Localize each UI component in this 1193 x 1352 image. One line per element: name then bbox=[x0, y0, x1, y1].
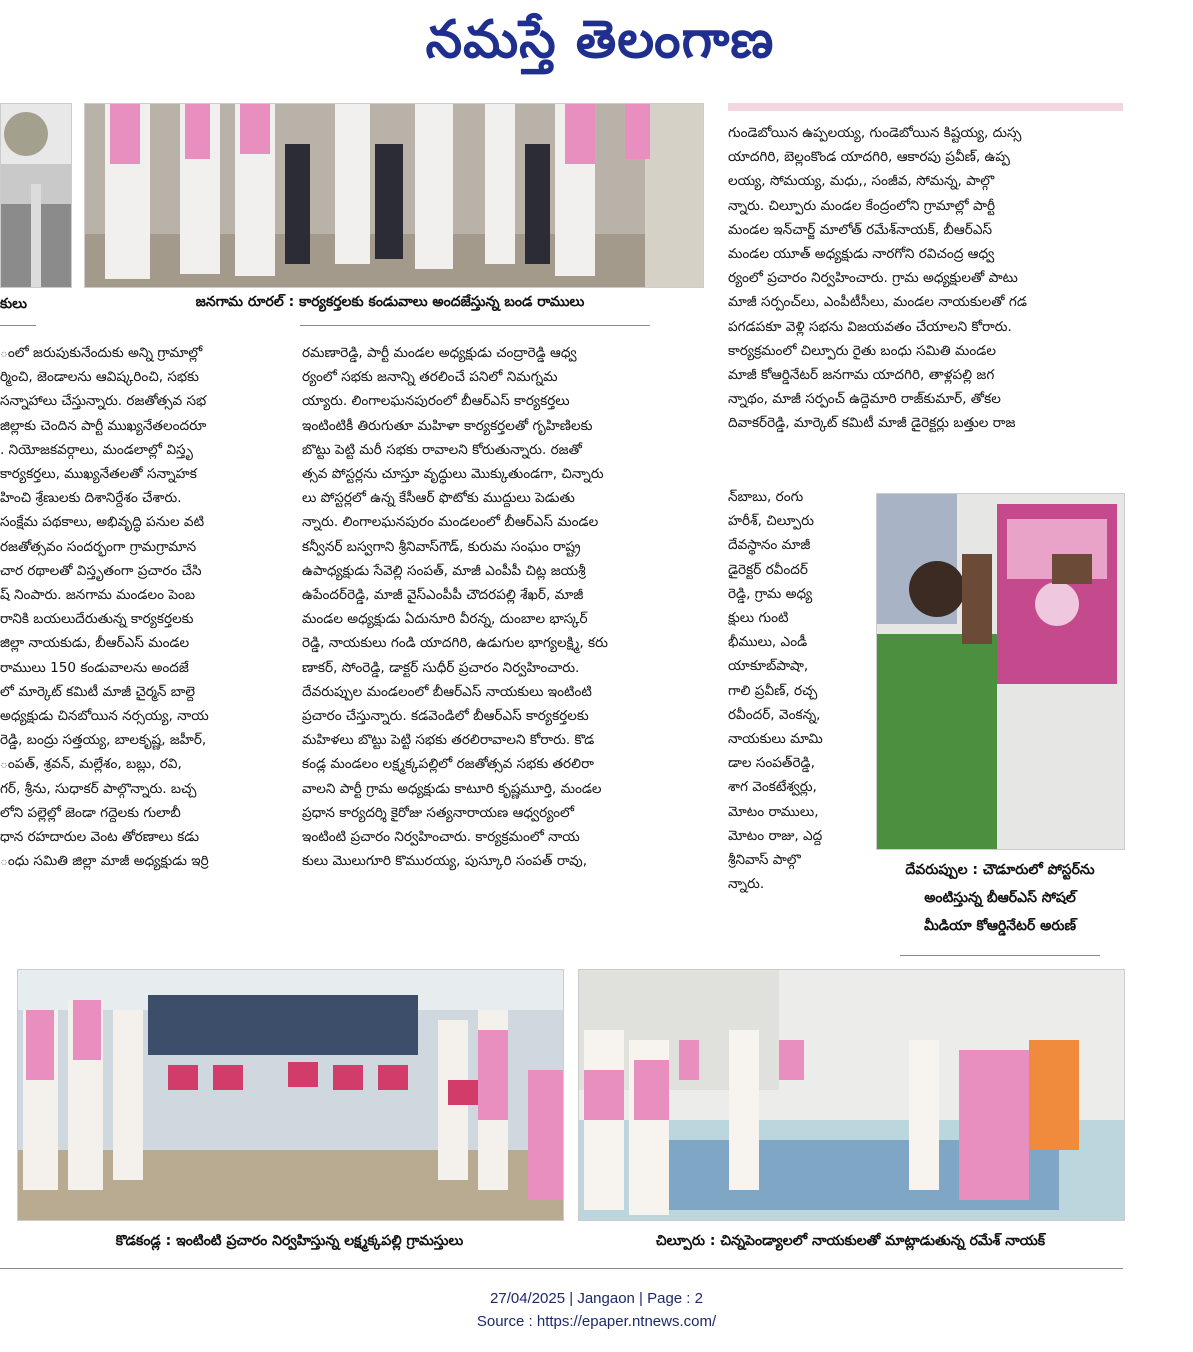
article-line: ధాన రహదారుల వెంట తోరణాలు కడు bbox=[0, 829, 200, 846]
article-line: న్నాథం, మాజీ సర్పంచ్ ఉద్దెమారి రాజ్‌కుమార్, తోకల bbox=[728, 391, 1001, 408]
article-line: ప్రచారం చేస్తున్నారు. కడవెండిలో బీఆర్‌ఎస్ కార్యకర్తలకు bbox=[302, 708, 589, 725]
article-line: హించి శ్రేణులకు దిశానిర్దేశం చేశారు. bbox=[0, 490, 182, 507]
article-line: అధ్యక్షుడు చినబోయిన నర్సయ్య, నాయ bbox=[0, 708, 209, 725]
article-line: ఇంటింటికీ తిరుగుతూ మహిళా కార్యకర్తలతో గృహిణిలకు bbox=[302, 417, 593, 434]
article-line: ణాకర్, సోంరెడ్డి, డాక్టర్ సుధీర్ ప్రచారం నిర్వహించారు. bbox=[302, 659, 580, 676]
caption-underline-poster bbox=[900, 955, 1100, 956]
article-line: మండల యూత్ అధ్యక్షుడు నారగోని రవిచంద్ర ఆధ్వ bbox=[728, 246, 995, 263]
photo-top-left-fragment bbox=[0, 103, 72, 288]
article-line: మహిళలు బొట్టు పెట్టి సభకు తరలిరావాలని కోరారు. కొడ bbox=[302, 732, 595, 749]
article-line: ఉపాధ్యక్షుడు సేవెల్లి సంపత్, మాజీ ఎంపీపీ చిట్ల జయశ్రీ bbox=[302, 562, 586, 579]
page-bottom-rule bbox=[0, 1268, 1123, 1269]
article-line: క్షులు గుంటి bbox=[728, 610, 789, 627]
caption-poster-line3: మీడియా కోఆర్డినేటర్ అరుణ్ bbox=[923, 918, 1077, 934]
article-line: బొట్టు పెట్టి మరీ సభకు రావాలని కోరుతున్నారు. రజతో bbox=[302, 441, 582, 458]
article-line: నాయకులు మామి bbox=[728, 731, 823, 748]
article-line: న్నారు. చిల్పూరు మండల కేంద్రంలోని గ్రామాల్లో పార్టీ bbox=[728, 197, 996, 214]
caption-poster-line2: అంటిస్తున్న బీఆర్‌ఎస్ సోషల్ bbox=[924, 890, 1076, 906]
photo-door-to-door-campaign bbox=[17, 969, 564, 1221]
article-line: న్‌బాబు, రంగు bbox=[728, 489, 804, 505]
article-line: రెడ్డి, బంద్రు సత్తయ్య, బాలకృష్ణ, జహీర్, bbox=[0, 732, 207, 749]
article-line: దేవస్థానం మాజీ bbox=[728, 537, 811, 554]
caption-underline-main bbox=[300, 325, 650, 326]
article-line: భీములు, ఎండీ bbox=[728, 634, 808, 651]
article-line: గర్, శ్రీను, సుధాకర్ పాల్గొన్నారు. బచ్చ bbox=[0, 780, 197, 797]
caption-poster-line1: దేవరుప్పుల : చౌడూరులో పోస్టర్‌ను bbox=[905, 862, 1095, 878]
caption-top-main: జనగామ రూరల్ : కార్యకర్తలకు కండువాలు అందజేస్తున్న బండ రాములు bbox=[195, 294, 585, 310]
article-line: శాగ వెంకటేశ్వర్లు, bbox=[728, 779, 817, 796]
article-line: ఉపేందర్‌రెడ్డి, మాజీ వైస్‌ఎంపీపీ చౌదరపల్లి శేఖర్, మాజీ bbox=[302, 587, 584, 604]
article-line: ర్మించి, జెండాలను ఆవిష్కరించి, సభకు bbox=[0, 369, 199, 386]
article-line: రవీందర్, వెంకన్న, bbox=[728, 706, 821, 723]
article-line: లోని పల్లెల్లో జెండా గద్దెలకు గులాబీ bbox=[0, 804, 181, 821]
article-line: ఇంటింటి ప్రచారం నిర్వహించారు. కార్యక్రమంలో నాయ bbox=[302, 829, 580, 846]
article-line: . నియోజకవర్గాలు, మండలాల్లో విస్తృ bbox=[0, 441, 193, 458]
article-line: హరీశ్, చిల్పూరు bbox=[728, 513, 814, 530]
article-column-right-bottom bbox=[728, 485, 870, 955]
article-line: యాదగిరి, బెల్లంకొండ యాదగిరి, ఆకారపు ప్రవీణ్, ఉప్ప bbox=[728, 149, 1010, 166]
article-line: రెడ్డి, గ్రామ అధ్య bbox=[728, 585, 813, 602]
article-line: న్నారు. లింగాలఘనపురం మండలంలో బీఆర్‌ఎస్ మండల bbox=[302, 514, 599, 531]
article-line: రానికి బయలుదేరుతున్న కార్యకర్తలకు bbox=[0, 611, 194, 628]
article-line: కులు మొలుగూరి కొమురయ్య, పుస్కూరి సంపత్ రావు, bbox=[302, 853, 588, 870]
article-line: ర్యంలో ప్రచారం నిర్వహించారు. గ్రామ అధ్యక్షులతో పాటు bbox=[728, 270, 1018, 287]
caption-top-left-fragment: కులు bbox=[0, 296, 27, 312]
photo-poster-pasting bbox=[876, 493, 1125, 850]
article-line: కార్యక్రమంలో చిల్పూరు రైతు బంధు సమితి మండల bbox=[728, 342, 996, 359]
article-line: డైరెక్టర్ రవీందర్ bbox=[728, 561, 808, 578]
article-line: ంపత్, శ్రవన్, మల్లేశం, బబ్లు, రవి, bbox=[0, 756, 182, 773]
caption-bottom-right: చిల్పూరు : చిన్నపెండ్యాలలో నాయకులతో మాట్లాడుతున్న రమేశ్ నాయక్ bbox=[655, 1233, 1046, 1249]
article-line: మోటం రాజు, ఎద్ద bbox=[728, 827, 823, 844]
article-line: రజతోత్సవం సందర్భంగా గ్రామగ్రామాన bbox=[0, 538, 197, 555]
article-line: రమణారెడ్డి, పార్టీ మండల అధ్యక్షుడు చంద్రారెడ్డి ఆధ్వ bbox=[302, 345, 577, 361]
article-column-left bbox=[0, 341, 278, 956]
article-line: మాజీ సర్పంచ్‌లు, ఎంపీటీసీలు, మండల నాయకులతో గడ bbox=[728, 294, 1027, 311]
photo-meeting-leaders bbox=[578, 969, 1125, 1221]
article-line: మండల అధ్యక్షుడు ఏదునూరి వీరన్న, దుంబాల భాస్కర్ bbox=[302, 611, 588, 628]
article-column-right-top bbox=[728, 121, 1123, 491]
article-line: గుండెబోయిన ఉప్పలయ్య, గుండెబోయిన కిష్టయ్య, దుస్స bbox=[728, 125, 1022, 141]
caption-underline-top bbox=[0, 325, 36, 326]
article-line: రాములు 150 కండువాలను అందజే bbox=[0, 659, 189, 676]
article-line: సన్నాహాలు చేస్తున్నారు. రజతోత్సవ సభ bbox=[0, 393, 207, 410]
article-line: త్సవ పోస్టర్లను చూస్తూ వృద్ధులు మొక్కుతుండగా, చిన్నారు bbox=[302, 466, 604, 483]
footer-source-link[interactable]: Source : https://epaper.ntnews.com/ bbox=[476, 1313, 717, 1330]
article-line: జిల్లా నాయకుడు, బీఆర్‌ఎస్ మండల bbox=[0, 635, 190, 652]
article-line: కార్యకర్తలు, ముఖ్యనేతలతో సన్నాహక bbox=[0, 466, 197, 483]
article-line: కన్వీనర్ బస్వగాని శ్రీనివాస్‌గౌడ్, కురుమ సంఘం రాష్ట్ర bbox=[302, 538, 581, 555]
article-line: యాకూబ్‌పాషా, bbox=[728, 658, 809, 675]
article-line: గాలి ప్రవీణ్, రచ్చ bbox=[728, 682, 818, 699]
article-line: చార రథాలతో విస్తృతంగా ప్రచారం చేసి bbox=[0, 562, 202, 579]
article-line: శ్రీనివాస్ పాల్గొ bbox=[728, 852, 801, 869]
article-line: వాలని పార్టీ గ్రామ అధ్యక్షుడు కాటూరి కృష్ణమూర్తి, మండల bbox=[302, 780, 602, 797]
caption-bottom-left: కొడకండ్ల : ఇంటింటి ప్రచారం నిర్వహిస్తున్న లక్ష్మక్కపల్లి గ్రామస్తులు bbox=[115, 1233, 464, 1249]
masthead-title: నమస్తే తెలంగాణ bbox=[425, 9, 775, 70]
article-line: మాజీ కోఆర్డినేటర్ జనగామ యాదగిరి, తాళ్లపల్లి జగ bbox=[728, 367, 995, 384]
article-line: లయ్య, సోమయ్య, మధు,, సంజీవ, సోమన్న, పాల్గొ bbox=[728, 173, 995, 190]
photo-kanduvalu-distribution bbox=[84, 103, 704, 288]
article-line: పగడపకూ వెళ్లి సభను విజయవతం చేయాలని కోరారు. bbox=[728, 318, 1012, 335]
article-line: దివాకర్‌రెడ్డి, మార్కెట్ కమిటీ మాజీ డైరెక్టర్లు బత్తుల రాజ bbox=[728, 415, 1016, 432]
article-line: న్నారు. bbox=[728, 876, 765, 893]
article-line: మండల ఇన్‌చార్జ్ మాలోత్ రమేశ్‌నాయక్, బీఆర్‌ఎస్ bbox=[728, 221, 993, 238]
article-column-middle bbox=[302, 341, 702, 956]
article-line: ప్రధాన కార్యదర్శి కైరోజు సత్యనారాయణ ఆధ్వర్యంలో bbox=[302, 804, 575, 821]
article-line: ంధు సమితి జిల్లా మాజీ అధ్యక్షుడు ఇర్రి bbox=[0, 853, 209, 870]
article-line: మోటం రాములు, bbox=[728, 803, 819, 820]
article-line: జిల్లాకు చెందిన పార్టీ ముఖ్యనేతలందరూ bbox=[0, 417, 207, 434]
article-line: య్యారు. లింగాలఘనపురంలో బీఆర్‌ఎస్ కార్యకర్తలు bbox=[302, 393, 570, 410]
article-line: లు పోస్టర్లలో ఉన్న కేసీఆర్ ఫొటోకు ముద్దులు పెడుతు bbox=[302, 490, 575, 507]
article-line: ర్యంలో సభకు జనాన్ని తరలించే పనిలో నిమగ్నమ bbox=[302, 369, 558, 386]
article-line: దేవరుప్పుల మండలంలో బీఆర్‌ఎస్ నాయకులు ఇంటింటి bbox=[302, 683, 592, 700]
article-line: డాల సంపత్‌రెడ్డి, bbox=[728, 755, 815, 772]
article-line: లో మార్కెట్ కమిటీ మాజీ చైర్మన్ బాల్దె bbox=[0, 683, 195, 700]
article-line: రెడ్డి, నాయకులు గండి యాదగిరి, ఉడుగుల భాగ్యలక్ష్మి, కరు bbox=[302, 635, 608, 652]
accent-bar bbox=[728, 103, 1123, 111]
article-line: ంలో జరుపుకునేందుకు అన్ని గ్రామాల్లో bbox=[0, 345, 203, 361]
article-line: సంక్షేమ పథకాలు, అభివృద్ధి పనుల వటి bbox=[0, 514, 205, 531]
article-line: ష్ నింపారు. జనగామ మండలం పెంబ bbox=[0, 587, 196, 604]
footer-date-edition: 27/04/2025 | Jangaon | Page : 2 bbox=[490, 1290, 703, 1307]
article-line: కండ్ల మండలం లక్ష్మక్కపల్లిలో రజతోత్సవ సభకు తరలిరా bbox=[302, 756, 594, 773]
